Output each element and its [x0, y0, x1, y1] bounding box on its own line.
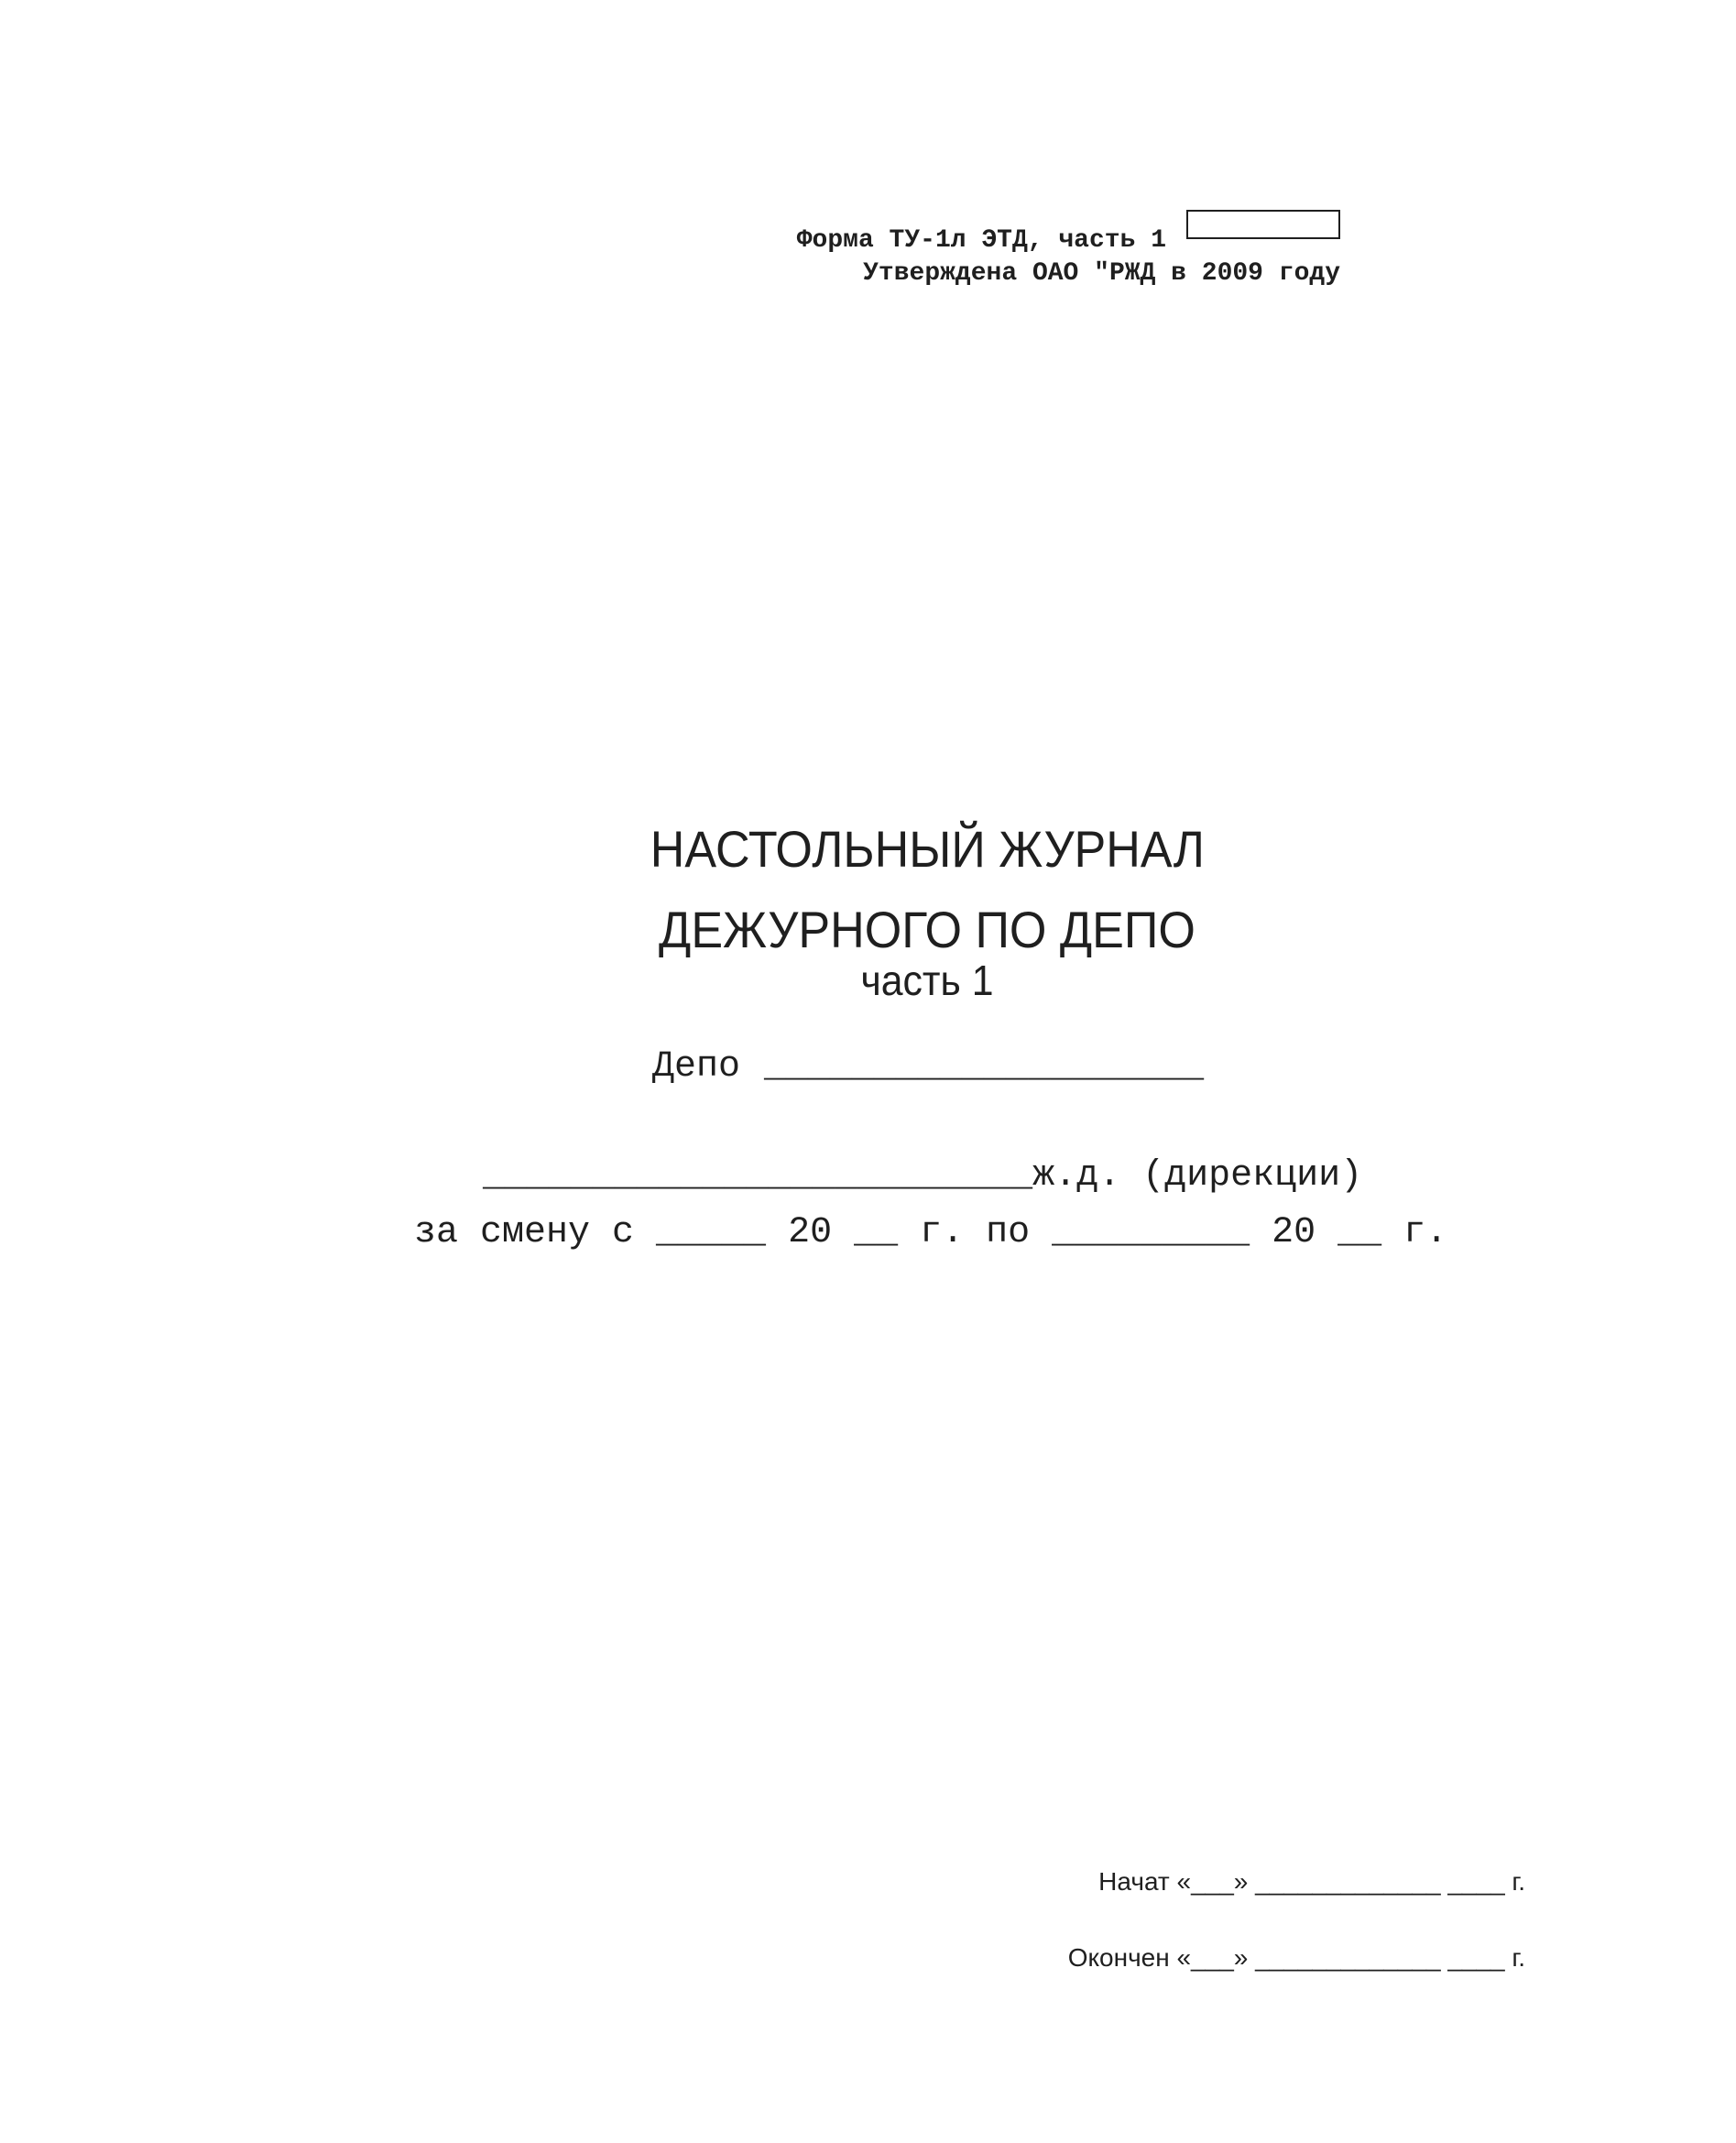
- stamp-box: [1186, 210, 1340, 239]
- form-header: [797, 210, 1340, 290]
- railway-label: ж.д. (дирекции): [1032, 1155, 1363, 1197]
- title-block: [0, 809, 1736, 1003]
- form-code-row: [797, 210, 1340, 257]
- started-line: Начат «___» _____________ ____ г.: [1098, 1867, 1525, 1896]
- title-line-1: [0, 809, 1736, 890]
- approved-text: Утверждена ОАО "РЖД в 2009 году: [863, 259, 1340, 288]
- depot-line: [652, 1047, 1204, 1088]
- title-line-1-text: НАСТОЛЬНЫЙ ЖУРНАЛ: [650, 820, 1205, 878]
- railway-blank-underline: _________________________: [483, 1155, 1033, 1197]
- form-code-text: Форма ТУ-1л ЭТД, часть 1: [796, 226, 1166, 255]
- depot-label: Депо: [652, 1046, 741, 1088]
- shift-period-line: за смену с _____ 20 __ г. по _________ 20 __ г.: [414, 1212, 1448, 1253]
- finished-line: Окончен «___» _____________ ____ г.: [1067, 1943, 1525, 1972]
- title-part-text: часть 1: [860, 957, 994, 1004]
- depot-blank-underline: ____________________: [764, 1046, 1205, 1088]
- railway-line: [483, 1156, 1362, 1197]
- title-part: [0, 957, 1736, 1003]
- title-line-2-text: ДЕЖУРНОГО ПО ДЕПО: [659, 901, 1196, 958]
